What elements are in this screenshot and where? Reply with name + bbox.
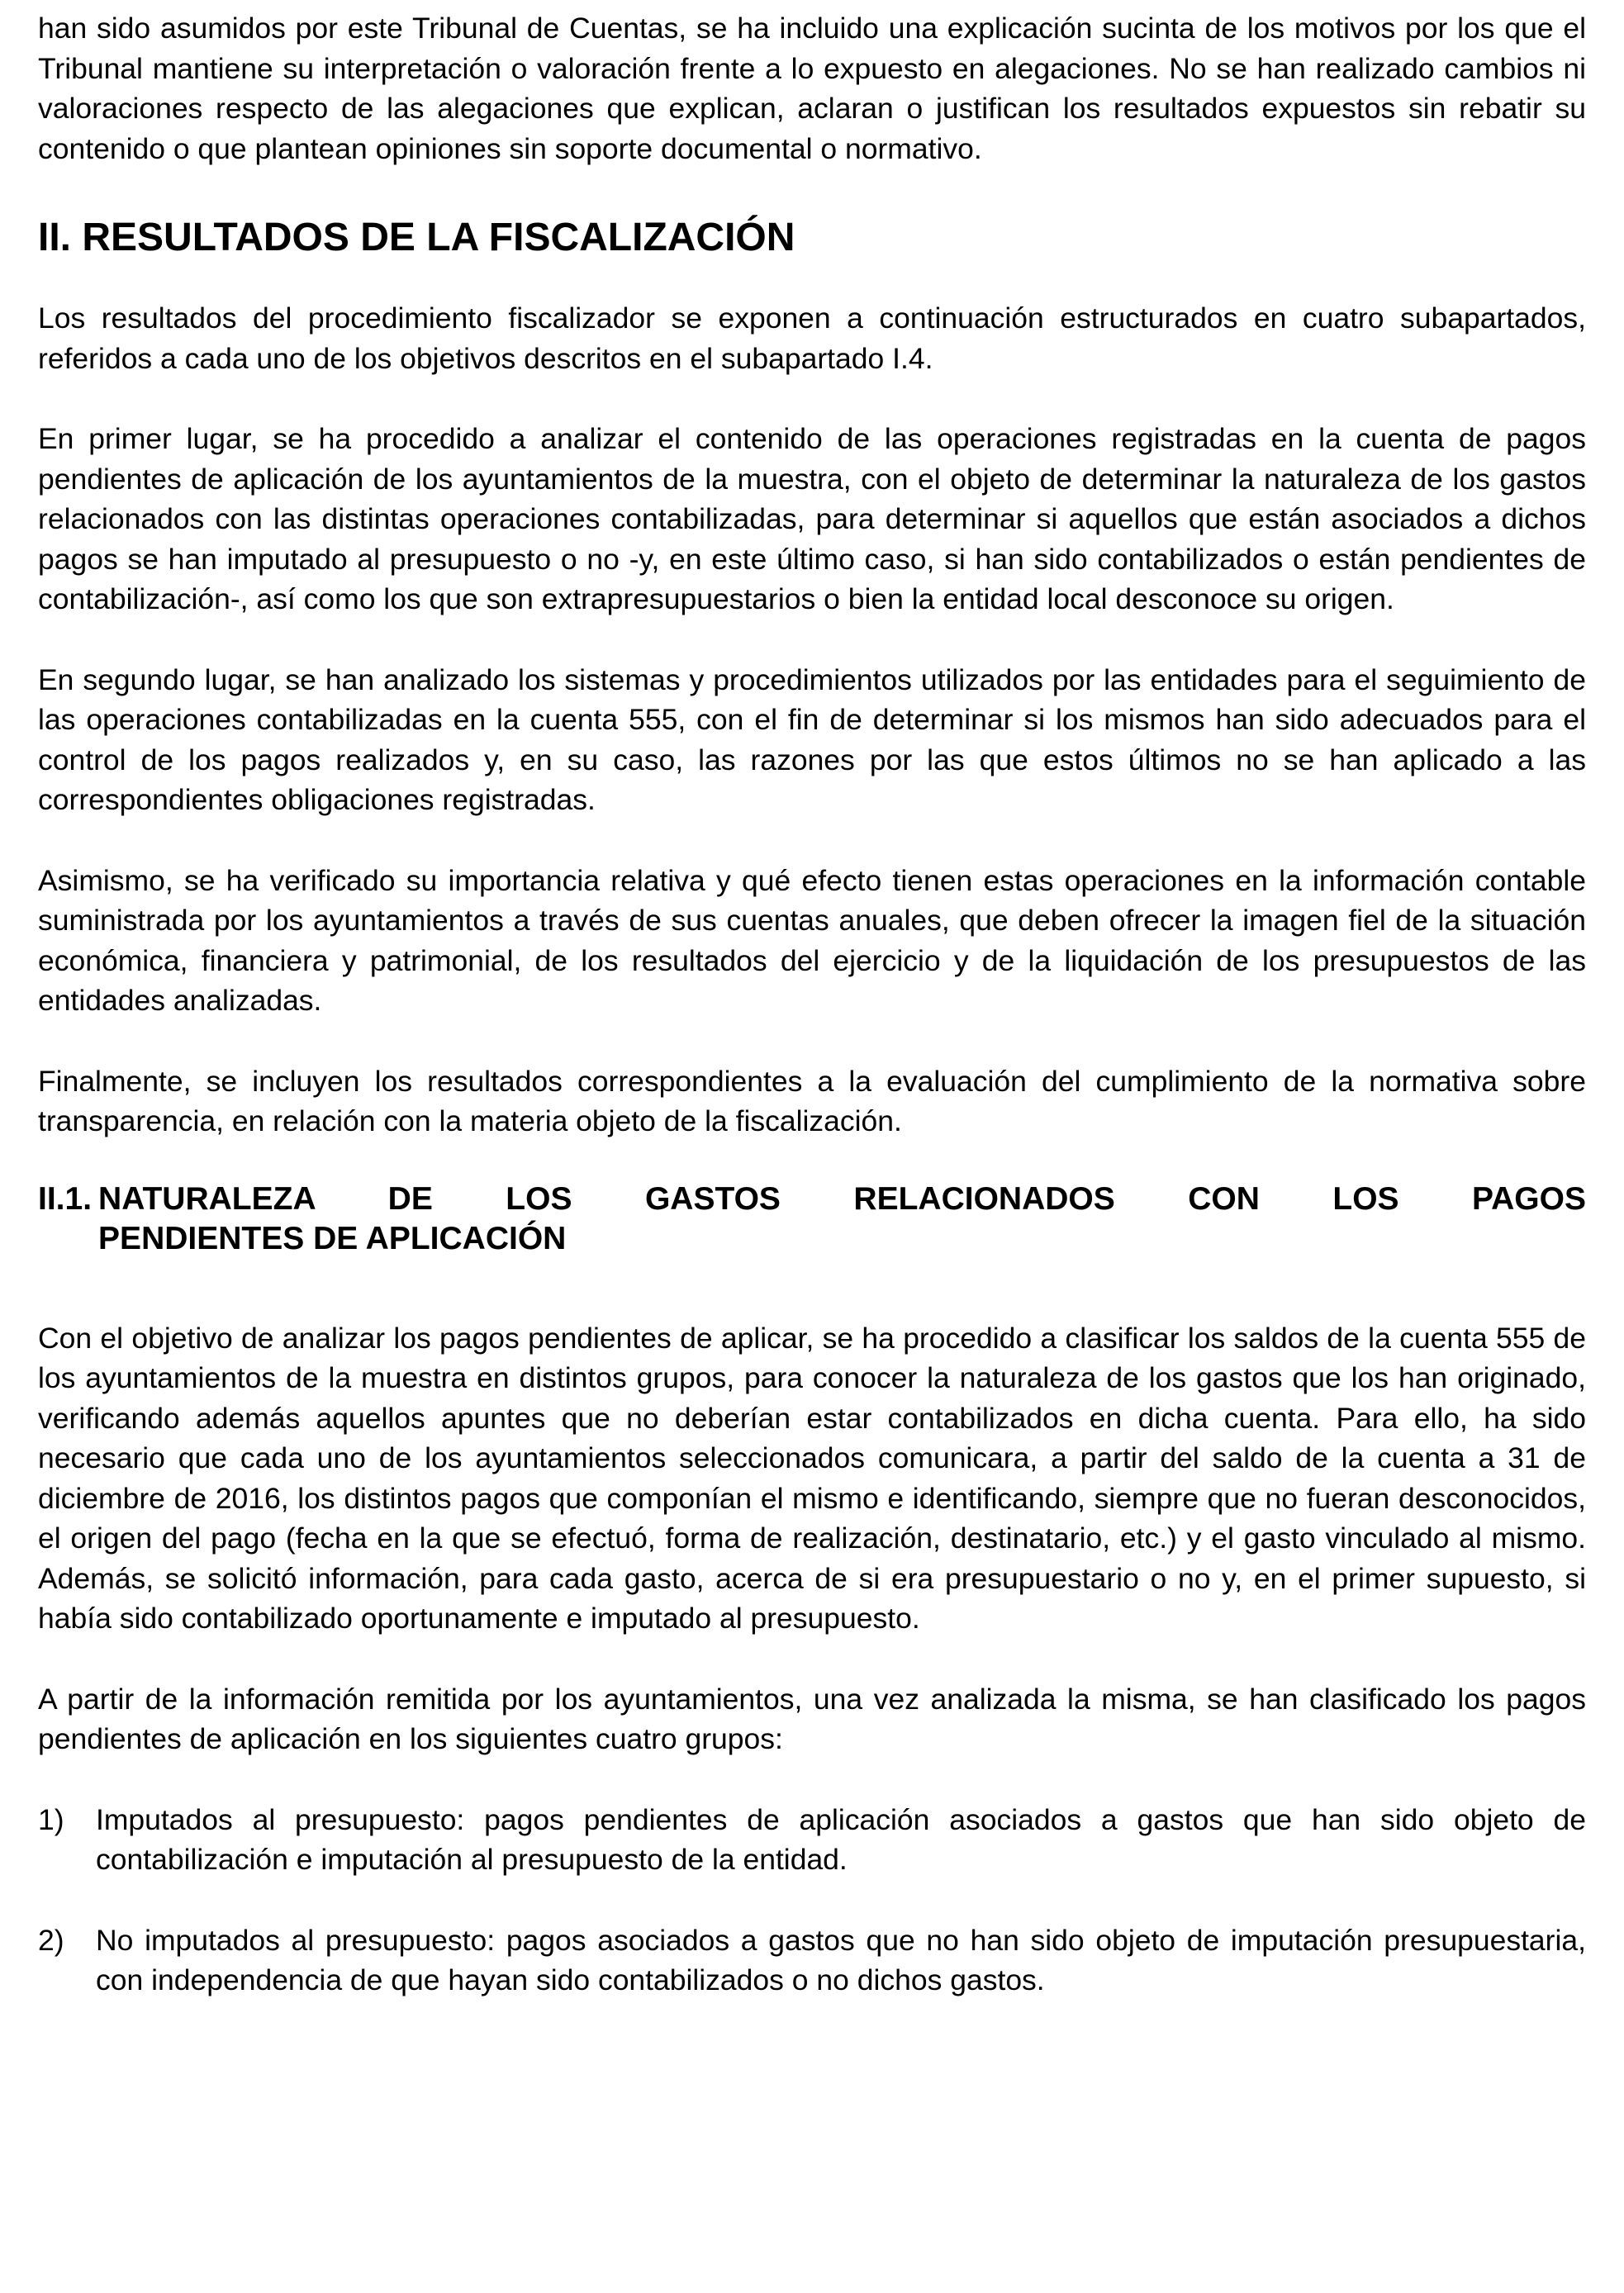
intro-paragraph: han sido asumidos por este Tribunal de Cuentas, se ha incluido una explicación sucinta de los motivos por los que el Tribunal mantiene su interpretación o valoración frente a lo expuesto en alegaciones. No se han realizado cambios ni valoraciones respecto de las alegaciones que explican, aclaran o justifican los resultados expuestos sin rebatir su contenido o que plantean opiniones sin soporte documental o normativo. [38, 12, 1586, 165]
subsection-paragraph-1: Con el objetivo de analizar los pagos pendientes de aplicar, se ha procedido a clasificar los saldos de la cuenta 555 de los ayuntamientos de la muestra en distintos grupos, para conocer la naturaleza de los gastos que los han originado, verificando además aquellos apuntes que no deberían estar contabilizados en dicha cuenta. Para ello, ha sido necesario que cada uno de los ayuntamientos seleccionados comunicara, a partir del saldo de la cuenta a 31 de diciembre de 2016, los distintos pagos que componían el mismo e identificando, siempre que no fueran desconocidos, el origen del pago (fecha en la que se efectuó, forma de realización, destinatario, etc.) y el gasto vinculado al mismo. Además, se solicitó información, para cada gasto, acerca de si era presupuestario o no y, en el primer supuesto, si había sido contabilizado oportunamente e imputado al presupuesto. [38, 1321, 1586, 1635]
section-paragraph-4: Asimismo, se ha verificado su importancia relativa y qué efecto tienen estas operaciones en la información contable suministrada por los ayuntamientos a través de sus cuentas anuales, que deben ofrecer la imagen fiel de la situación económica, financiera y patrimonial, de los resultados del ejercicio y de la liquidación de los presupuestos de las entidades analizadas. [38, 863, 1586, 1017]
list-text-1: Imputados al presupuesto: pagos pendientes de aplicación asociados a gastos que han sido objeto de contabilización e imputación al presupuesto de la entidad. [96, 1802, 1586, 1876]
subsection-paragraph-2: A partir de la información remitida por los ayuntamientos, una vez analizada la misma, se han clasificado los pagos pendientes de aplicación en los siguientes cuatro grupos: [38, 1682, 1586, 1755]
section-paragraph-3: En segundo lugar, se han analizado los sistemas y procedimientos utilizados por las entidades para el seguimiento de las operaciones contabilizadas en la cuenta 555, con el fin de determinar si los mismos han sido adecuados para el control de los pagos realizados y, en su caso, las razones por las que estos últimos no se han aplicado a las correspondientes obligaciones registradas. [38, 662, 1586, 816]
list-marker-1: 1) [38, 1802, 64, 1836]
section-paragraph-5: Finalmente, se incluyen los resultados correspondientes a la evaluación del cumplimiento de la normativa sobre transparencia, en relación con la materia objeto de la fiscalización. [38, 1064, 1586, 1137]
document-page [38, 8, 1586, 2001]
section-heading: II. RESULTADOS DE LA FISCALIZACIÓN [38, 216, 795, 259]
subsection-title-line-2: PENDIENTES DE APLICACIÓN [98, 1221, 567, 1256]
section-paragraph-2: En primer lugar, se ha procedido a analizar el contenido de las operaciones registradas en la cuenta de pagos pendientes de aplicación de los ayuntamientos de la muestra, con el objeto de determinar la naturaleza de los gastos relacionados con las distintas operaciones contabilizadas, para determinar si aquellos que están asociados a dichos pagos se han imputado al presupuesto o no -y, en este último caso, si han sido contabilizados o están pendientes de contabilización-, así como los que son extrapresupuestarios o bien la entidad local desconoce su origen. [38, 422, 1586, 615]
list-item-1 [38, 1800, 1586, 1880]
subsection-heading [38, 1180, 1586, 1260]
list-item-2 [38, 1920, 1586, 2001]
section-paragraph-1: Los resultados del procedimiento fiscalizador se exponen a continuación estructurados en cuatro subapartados, referidos a cada uno de los objetivos descritos en el subapartado I.4. [38, 301, 1586, 375]
subsection-title [92, 1180, 1586, 1260]
list-text-2: No imputados al presupuesto: pagos asociados a gastos que no han sido objeto de imputación presupuestaria, con independencia de que hayan sido contabilizados o no dichos gastos. [96, 1923, 1586, 1996]
subsection-title-line-1: NATURALEZA DE LOS GASTOS RELACIONADOS CON LOS PAGOS [98, 1180, 1586, 1217]
subsection-number: II.1. [38, 1180, 93, 1217]
list-marker-2: 2) [38, 1923, 64, 1957]
